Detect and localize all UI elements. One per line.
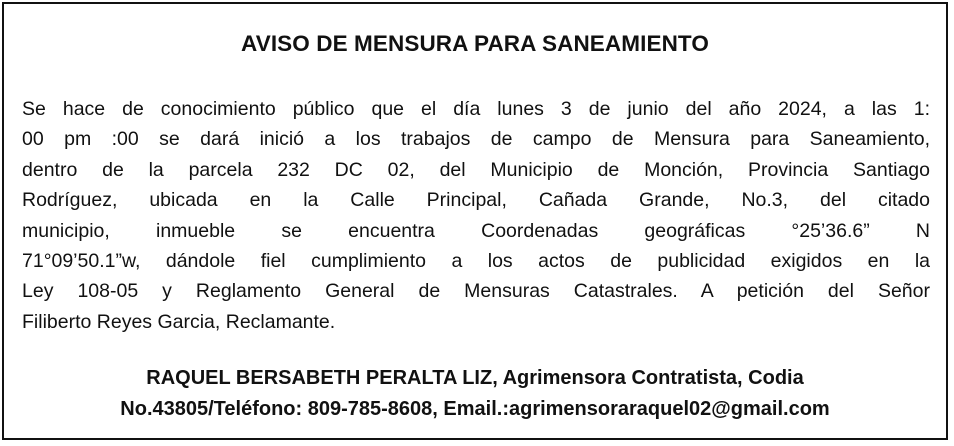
notice-signature [4,363,946,424]
notice-title: AVISO DE MENSURA PARA SANEAMIENTO [241,31,709,56]
body-line: Filiberto Reyes Garcia, Reclamante. [22,310,336,333]
body-line: Se hace de conocimiento público que el día lunes 3 de junio del año 2024, a las 1: [22,98,930,120]
body-line: municipio, inmueble se encuentra Coordenadas geográficas °25’36.6” N [22,219,930,242]
body-line: Rodríguez, ubicada en la Calle Principal, Cañada Grande, No.3, del citado [22,189,930,212]
signature-contact-line: No.43805/Teléfono: 809-785-8608, Email.:agrimensoraraquel02@gmail.com [120,397,830,420]
notice-body [22,94,930,337]
body-line: dentro de la parcela 232 DC 02, del Municipio de Monción, Provincia Santiago [22,158,930,181]
body-line: 00 pm :00 se dará inició a los trabajos de campo de Mensura para Saneamiento, [22,128,930,151]
body-line: Ley 108-05 y Reglamento General de Mensuras Catastrales. A petición del Señor [22,280,930,303]
notice-frame [2,2,948,440]
signature-name-line: RAQUEL BERSABETH PERALTA LIZ, Agrimensora Contratista, Codia [146,367,804,389]
body-line: 71°09’50.1”w, dándole fiel cumplimiento a los actos de publicidad exigidos en la [22,249,930,272]
